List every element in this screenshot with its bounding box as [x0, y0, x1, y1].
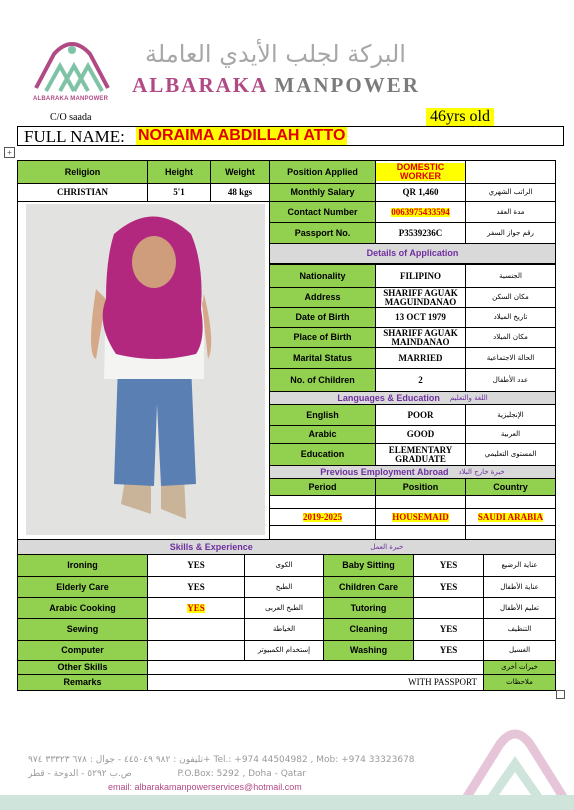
- skill-arabic: الطبخ العربى: [244, 597, 324, 619]
- skill-label: Tutoring: [323, 597, 414, 619]
- employment-country-cell: [465, 508, 556, 526]
- detail-label: Nationality: [269, 264, 376, 288]
- footer-address-en: P.O.Box: 5292 , Doha - Qatar: [177, 769, 307, 779]
- care-of: C/O saada: [50, 112, 92, 123]
- contact-cell: [375, 201, 466, 223]
- languages-header-en: Languages & Education: [337, 392, 440, 403]
- contact-arabic: مدة العقد: [465, 201, 556, 223]
- skill-value: YES: [147, 576, 245, 598]
- detail-label: Address: [269, 287, 376, 308]
- skill-value: [413, 597, 484, 619]
- position-applied-cell: [375, 160, 466, 184]
- detail-value: 13 OCT 1979: [375, 307, 466, 328]
- detail-value: SHARIFF AGUAK MAGUINDANAO: [375, 287, 466, 308]
- skill-arabic: عناية الرضيع: [483, 554, 556, 577]
- skill-value: [147, 618, 245, 641]
- footer-band: [0, 795, 574, 810]
- employment-empty-cell: [269, 495, 376, 509]
- employment-country-header: Country: [465, 478, 556, 496]
- skill-arabic: الغسيل: [483, 640, 556, 661]
- brand-word-2: MANPOWER: [274, 73, 420, 97]
- other-skills-label: Other Skills: [17, 660, 148, 675]
- skill-arabic: الطبخ: [244, 576, 324, 598]
- skill-value: YES: [413, 554, 484, 577]
- detail-arabic: مكان السكن: [465, 287, 556, 308]
- skills-header-ar: خبرة العمل: [370, 542, 404, 551]
- table-move-handle-icon[interactable]: +: [4, 147, 15, 158]
- employment-period-cell: [269, 508, 376, 526]
- skill-label: Children Care: [323, 576, 414, 598]
- employment-country: SAUDI ARABIA: [477, 511, 544, 522]
- language-arabic: العربية: [465, 425, 556, 444]
- position-applied-value: DOMESTIC WORKER: [376, 163, 465, 181]
- salary-label: Monthly Salary: [269, 183, 376, 202]
- details-header: Details of Application: [269, 243, 556, 264]
- language-value: GOOD: [375, 425, 466, 444]
- skill-value: [147, 640, 245, 661]
- passport-label: Passport No.: [269, 222, 376, 244]
- skill-label: Sewing: [17, 618, 148, 641]
- skills-header-en: Skills & Experience: [169, 541, 253, 552]
- language-label: Education: [269, 443, 376, 466]
- detail-label: Place of Birth: [269, 327, 376, 348]
- detail-label: Date of Birth: [269, 307, 376, 328]
- detail-label: Marital Status: [269, 347, 376, 369]
- language-arabic: المستوى التعليمي: [465, 443, 556, 466]
- height-header: Height: [147, 160, 211, 184]
- salary-arabic: الراتب الشهري: [465, 183, 556, 202]
- position-applied-header: Position Applied: [269, 160, 376, 184]
- age-badge: 46yrs old: [426, 108, 494, 126]
- employment-empty-cell: [465, 495, 556, 509]
- weight-header: Weight: [210, 160, 270, 184]
- detail-value: MARRIED: [375, 347, 466, 369]
- skill-arabic: الكوى: [244, 554, 324, 577]
- detail-arabic: الجنسية: [465, 264, 556, 288]
- employment-period: 2019-2025: [303, 511, 342, 522]
- height-value: 5'1: [147, 183, 211, 202]
- skill-label: Arabic Cooking: [17, 597, 148, 619]
- other-skills-value: [147, 660, 484, 675]
- skill-arabic: عناية الأطفال: [483, 576, 556, 598]
- language-arabic: الإنجليزية: [465, 404, 556, 426]
- passport-arabic: رقم جواز السفر: [465, 222, 556, 244]
- employment-header: [269, 465, 556, 479]
- footer-phone: [28, 755, 415, 765]
- employment-empty-cell: [269, 525, 376, 540]
- skills-header: [17, 539, 556, 555]
- contact-value: 0063975433594: [391, 206, 450, 217]
- employment-position-header: Position: [375, 478, 466, 496]
- employment-position: HOUSEMAID: [392, 511, 449, 522]
- employment-period-header: Period: [269, 478, 376, 496]
- footer-phone-ar: تليفون : ٩٨٢ ٤٤٥٠٤٩ - جوال : ٦٧٨ ٣٣٣٢٣ ٩٧٤+: [28, 755, 211, 765]
- languages-header: [269, 391, 556, 405]
- skill-value: [147, 597, 245, 619]
- fullname-label: FULL NAME:: [24, 127, 125, 146]
- company-name-english: [128, 73, 424, 98]
- detail-arabic: تاريخ الميلاد: [465, 307, 556, 328]
- applicant-photo: [26, 204, 265, 535]
- skill-arabic: إستخدام الكمبيوتر: [244, 640, 324, 661]
- skill-arabic: الخياطة: [244, 618, 324, 641]
- skill-yes-mark: YES: [187, 602, 205, 613]
- footer-email[interactable]: email: albarakamanpowerservices@hotmail.com: [108, 782, 302, 792]
- empty-cell: [465, 160, 556, 184]
- skill-label: Washing: [323, 640, 414, 661]
- religion-header: Religion: [17, 160, 148, 184]
- language-value: ELEMENTARY GRADUATE: [375, 443, 466, 466]
- remarks-label: Remarks: [17, 674, 148, 691]
- detail-value: FILIPINO: [375, 264, 466, 288]
- skill-arabic: تعليم الأطفال: [483, 597, 556, 619]
- detail-arabic: عدد الأطفال: [465, 368, 556, 392]
- employment-empty-cell: [465, 525, 556, 540]
- language-label: Arabic: [269, 425, 376, 444]
- footer-decoration: [455, 724, 574, 800]
- employment-empty-cell: [375, 525, 466, 540]
- other-skills-arabic: خبرات أخرى: [483, 660, 556, 675]
- languages-header-ar: اللغة والتعليم: [449, 393, 488, 402]
- religion-value: CHRISTIAN: [17, 183, 148, 202]
- skill-value: YES: [413, 576, 484, 598]
- skill-label: Cleaning: [323, 618, 414, 641]
- salary-value: QR 1,460: [375, 183, 466, 202]
- skill-value: YES: [413, 640, 484, 661]
- skill-arabic: التنظيف: [483, 618, 556, 641]
- fullname-value: NORAIMA ABDILLAH ATTO: [138, 127, 346, 144]
- company-logo: [30, 36, 115, 104]
- skill-label: Computer: [17, 640, 148, 661]
- table-resize-handle[interactable]: [556, 690, 565, 699]
- detail-value: 2: [375, 368, 466, 392]
- employment-position-cell: [375, 508, 466, 526]
- footer-phone-en: Tel.: +974 44504982 , Mob: +974 33323678: [213, 755, 415, 765]
- footer-address-ar: ص.ب ٥٢٩٢ - الدوحة - قطر: [28, 769, 132, 779]
- employment-header-ar: خبرة خارج البلاد: [458, 467, 505, 476]
- weight-value: 48 kgs: [210, 183, 270, 202]
- brand-word-1: ALBARAKA: [132, 73, 268, 97]
- skill-label: Baby Sitting: [323, 554, 414, 577]
- detail-label: No. of Children: [269, 368, 376, 392]
- company-name-arabic: البركة لجلب الأيدي العاملة: [145, 40, 406, 68]
- language-label: English: [269, 404, 376, 426]
- remarks-arabic: ملاحظات: [483, 674, 556, 691]
- skill-value: YES: [147, 554, 245, 577]
- skill-label: Ironing: [17, 554, 148, 577]
- remarks-value: WITH PASSPORT: [147, 674, 484, 691]
- skill-label: Elderly Care: [17, 576, 148, 598]
- logo-caption: ALBARAKA MANPOWER: [33, 96, 109, 102]
- detail-arabic: مكان الميلاد: [465, 327, 556, 348]
- footer-address: [28, 769, 306, 779]
- detail-arabic: الحالة الاجتماعية: [465, 347, 556, 369]
- employment-empty-cell: [375, 495, 466, 509]
- passport-value: P3539236C: [375, 222, 466, 244]
- skill-value: YES: [413, 618, 484, 641]
- detail-value: SHARIFF AGUAK MAINDANAO: [375, 327, 466, 348]
- language-value: POOR: [375, 404, 466, 426]
- employment-header-en: Previous Employment Abroad: [320, 466, 449, 477]
- contact-label: Contact Number: [269, 201, 376, 223]
